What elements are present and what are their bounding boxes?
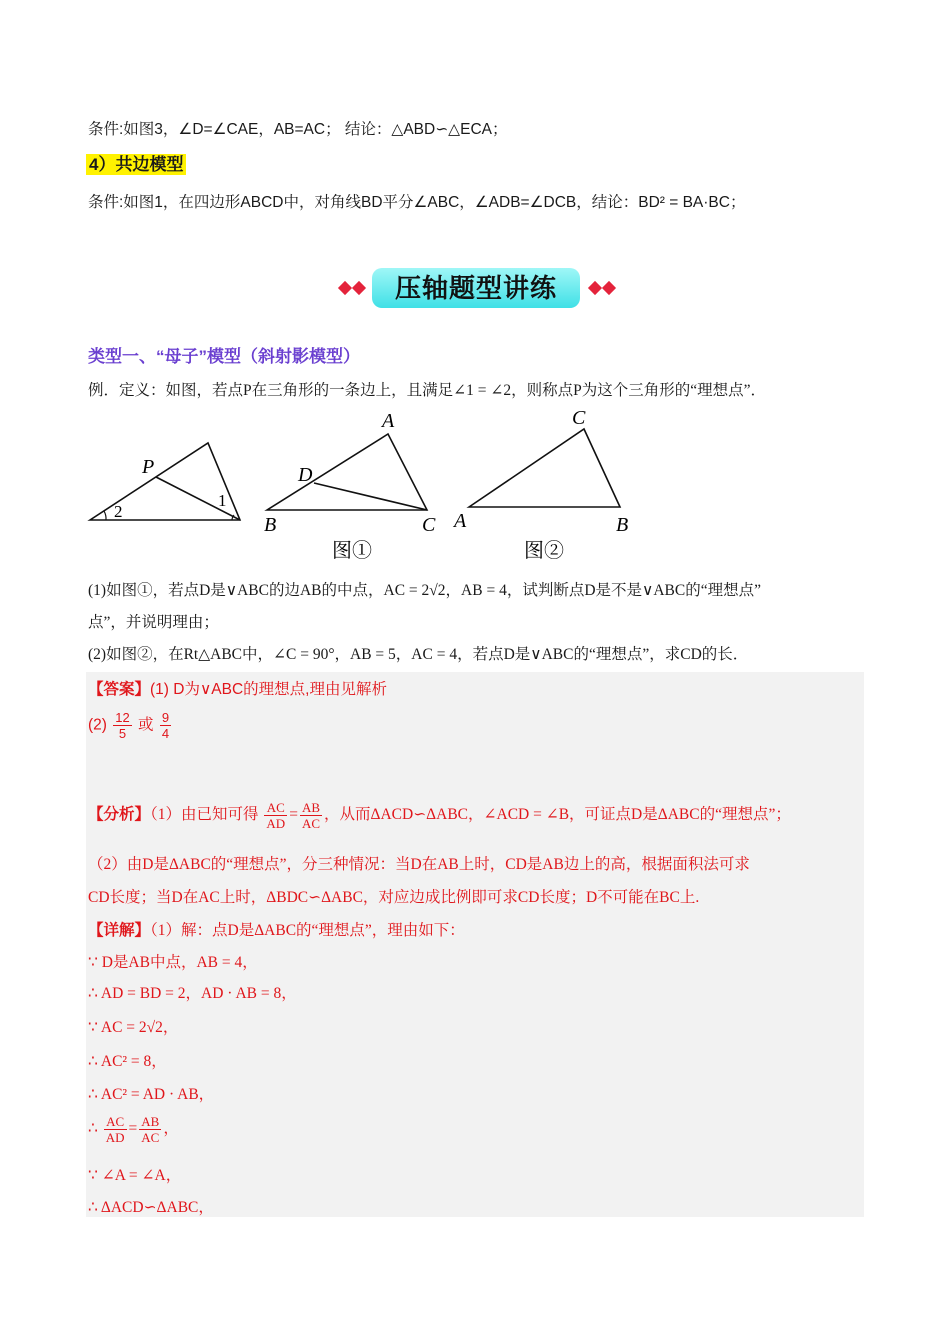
caption-figure-2: 图② [524, 540, 564, 562]
diamond-icon [338, 281, 352, 295]
answer-2-prefix: (2) [88, 716, 107, 734]
fraction-ab-ac [139, 1114, 161, 1145]
question-1-line-1: (1)如图①，若点D是∨ABC的边AB的中点，AC = 2√2，AB = 4，试判断点D是不是∨ABC的“理想点” [88, 582, 761, 599]
condition-line-3: 条件:如图3，∠D=∠CAE，AB=AC； 结论：△ABD∽△ECA； [88, 121, 508, 138]
fraction-12-5 [113, 710, 131, 741]
label-angle-1: 1 [218, 491, 227, 510]
equals-sign: = [289, 806, 298, 824]
condition-line-4: 条件:如图1，在四边形ABCD中，对角线BD平分∠ABC，∠ADB=∠DCB，结论：BD² = BA·BC； [88, 194, 746, 211]
fraction-den: AC [301, 816, 320, 831]
fraction-num: AC [104, 1114, 127, 1130]
detail-step-5: ∴ AC² = AD · AB， [88, 1086, 215, 1103]
section-heading-4 [86, 150, 186, 175]
label-D: D [298, 464, 313, 486]
question-2: (2)如图②，在Rt△ABC中，∠C = 90°，AB = 5，AC = 4，若点D是∨ABC的“理想点”，求CD的长． [88, 646, 749, 663]
analysis-line-2: （2）由D是ΔABC的“理想点”，分三种情况：当D在AB上时，CD是AB边上的高，根据面积法可求 [88, 856, 750, 873]
question-1-line-2: 点”，并说明理由； [88, 614, 219, 631]
diamond-icon [588, 281, 602, 295]
detail-step-1: ∵ D是AB中点，AB = 4， [88, 954, 258, 971]
figure-1 [264, 410, 436, 562]
answer-2-or: 或 [138, 716, 154, 734]
fraction-9-4 [160, 710, 171, 741]
fraction-num: 9 [161, 710, 170, 725]
figure-2 [452, 407, 628, 562]
detail-step-8: ∴ ΔACD∽ΔABC， [88, 1199, 214, 1216]
label-B: B [264, 514, 277, 536]
comma: ， [163, 1120, 179, 1138]
fraction-den: AD [266, 816, 286, 831]
fraction-ac-ad [264, 800, 287, 831]
segment-cd [314, 483, 427, 510]
label-C: C [572, 407, 586, 429]
fraction-den: AC [141, 1130, 160, 1145]
detail-step-3: ∵ AC = 2√2， [88, 1019, 179, 1036]
segment [156, 477, 240, 520]
triangle-abc [267, 434, 427, 510]
fraction-num: AB [301, 800, 320, 815]
fraction-den: 4 [161, 726, 170, 741]
label-C: C [422, 514, 436, 536]
detail-step-6 [88, 1114, 179, 1145]
geometry-figures [84, 405, 644, 565]
answer-tag: 【答案】 [88, 681, 151, 698]
diamond-icon [352, 281, 366, 295]
label-B: B [616, 514, 629, 536]
detail-head: （1）解：点D是ΔABC的“理想点”，理由如下： [150, 922, 465, 939]
answer-panel [86, 672, 864, 1217]
figure-ideal-point [90, 443, 240, 521]
analysis-text-a: （1）由已知可得 [150, 806, 259, 824]
fraction-num: 12 [115, 710, 130, 725]
example-intro: 例．定义：如图，若点P在三角形的一条边上，且满足∠1 = ∠2，则称点P为这个三角形的“理想点”． [88, 382, 766, 399]
fraction-den: AD [105, 1130, 125, 1145]
detail-step-2: ∴ AD = BD = 2，AD · AB = 8， [88, 985, 297, 1002]
fraction-num: AC [264, 800, 287, 816]
fraction-num: AB [141, 1114, 160, 1129]
label-A: A [454, 510, 467, 532]
section-heading-4-text: 4）共边模型 [86, 154, 186, 175]
fraction-den: 5 [118, 726, 127, 741]
label-A: A [382, 410, 395, 432]
answer-line-2 [88, 710, 173, 741]
detail-step-4: ∴ AC² = 8， [88, 1053, 167, 1070]
analysis-line-3: CD长度；当D在AC上时，ΔBDC∽ΔABC，对应边成比例即可求CD长度；D不可能在BC上. [88, 889, 700, 906]
label-angle-2: 2 [114, 502, 123, 521]
therefore-sign: ∴ [88, 1120, 98, 1138]
detail-tag: 【详解】 [88, 922, 151, 939]
type-heading: 类型一、“母子”模型（斜射影模型） [88, 347, 360, 366]
answer-1: (1) D为∨ABC的理想点,理由见解析 [150, 681, 387, 698]
label-P: P [142, 456, 155, 478]
angle-arc [104, 511, 106, 520]
fraction-ab-ac [300, 800, 322, 831]
detail-step-7: ∵ ∠A = ∠A， [88, 1167, 182, 1184]
fraction-ac-ad [104, 1114, 127, 1145]
caption-figure-1: 图① [332, 540, 372, 562]
triangle-abc [469, 429, 620, 507]
detail-heading [88, 918, 465, 940]
equals-sign: = [128, 1120, 138, 1138]
diamond-icon [602, 281, 616, 295]
answer-line-1 [88, 677, 387, 699]
analysis-line-1 [88, 800, 791, 831]
analysis-tag: 【分析】 [88, 806, 151, 824]
section-banner: 压轴题型讲练 [372, 268, 580, 308]
analysis-text-b: ，从而ΔACD∽ΔABC，∠ACD = ∠B，可证点D是ΔABC的“理想点”； [324, 806, 791, 824]
